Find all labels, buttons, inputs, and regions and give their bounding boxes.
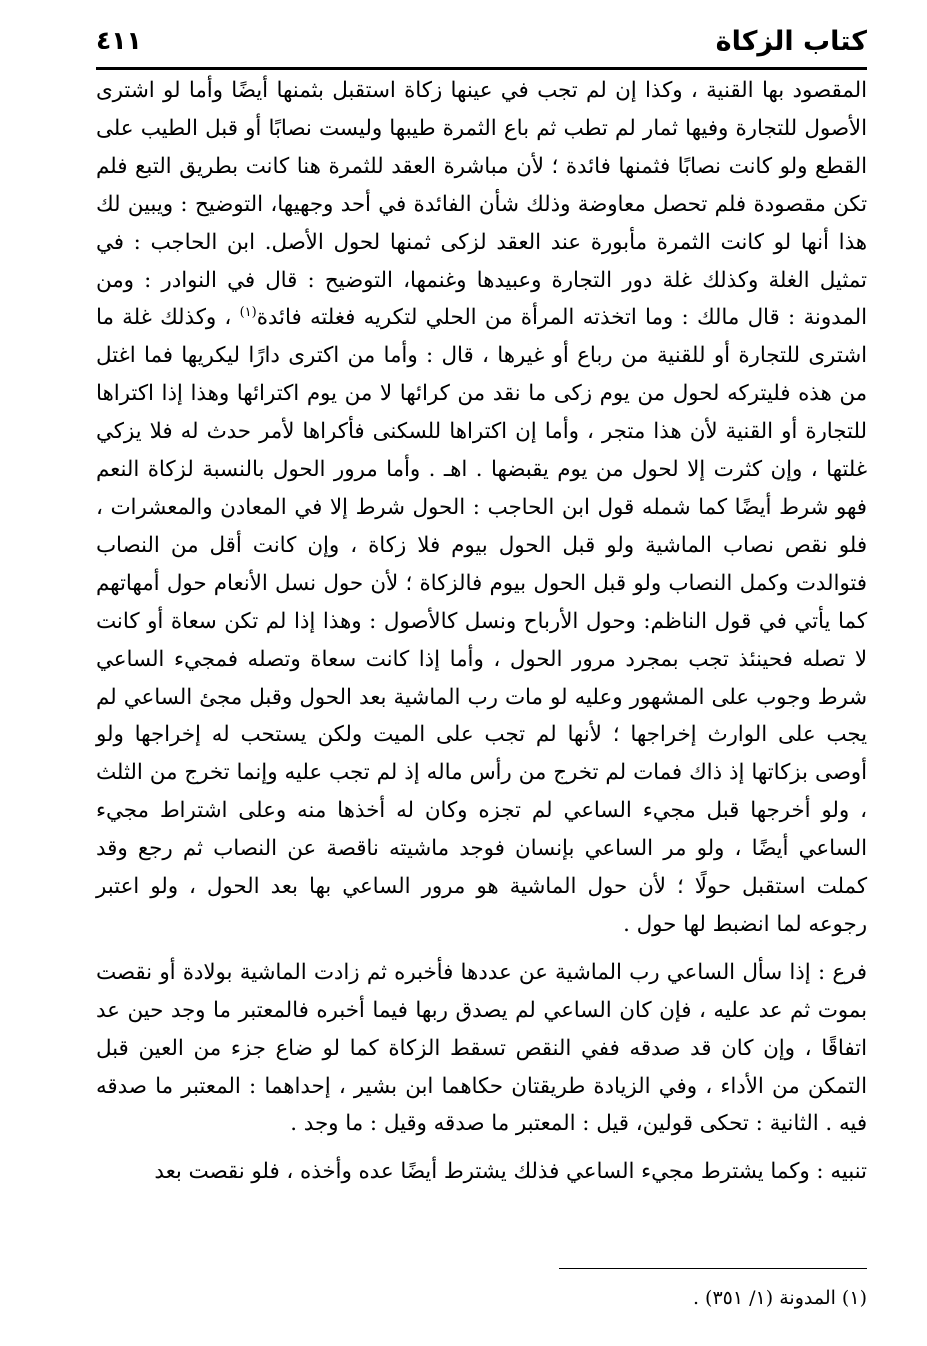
header-divider	[96, 67, 867, 70]
footnote-divider	[559, 1268, 867, 1269]
paragraph-1-part-1: المقصود بها القنية ، وكذا إن لم تجب في عينها زكاة استقبل بثمنها أيضًا وأما لو اشترى الأصول للتجارة وفيها ثمار لم تطب ثم باع الثمرة طيبها وليست نصابًا أو قبل الطيب على القطع ولو كانت نصابًا فثمنها فائدة ؛ لأن مباشرة العقد للثمرة هنا كانت بطريق التبع فلم تكن مقصودة فلم تحصل معاوضة وذلك شأن الفائدة في أحد وجهيها، التوضيح : ويبين لك هذا أنها لو كانت الثمرة مأبورة عند العقد لزكى ثمنها لحول الأصل. ابن الحاجب : في تمثيل الغلة وكذلك غلة دور التجارة وعبيدها وغنمها، التوضيح : قال في النوادر : ومن المدونة : قال مالك : وما اتخذته المرأة من الحلي لتكريه فغلته فائدة	[96, 78, 868, 331]
footnote-marker: (١)	[239, 305, 257, 321]
page-number: ٤١١	[96, 26, 142, 55]
paragraph-2: فرع : إذا سأل الساعي رب الماشية عن عددها فأخبره ثم زادت الماشية بولادة أو نقصت بموت ثم عد عليه ، فإن كان الساعي لم يصدق ربها فيما أخبره فالمعتبر ما وجد حين عد اتفاقًا ، وإن كان قد صدقه ففي النقص تسقط الزكاة كما لو ضاع جزء من العين قبل التمكن من الأداء ، وفي الزيادة طريقتان حكاهما ابن بشير ، إحداهما : المعتبر ما صدقه فيه . الثانية : تحكى قولين، قيل : المعتبر ما صدقه وقيل : ما وجد .	[96, 959, 867, 1137]
paragraph-1-part-2: ، وكذلك غلة ما اشترى للتجارة أو للقنية من رباع أو غيرها ، قال : وأما من اكترى دارًا ليكريها فما اغتل من هذه فليتركه لحول من يوم زكى ما نقد من كرائها لا من يوم اكترائها وهذا إذا اكتراها للتجارة أو القنية لأن هذا متجر ، وأما إن اكتراها للسكنى فأكراها لأمر حدث له فلا يزكي غلتها ، وإن كثرت إلا لحول من يوم يقبضها . اهـ . وأما مرور الحول بالنسبة لزكاة النعم فهو شرط أيضًا كما شمله قول ابن الحاجب : الحول شرط إلا في المعادن والمعشرات ، فلو نقص نصاب الماشية ولو قبل الحول بيوم فلا زكاة ، وإن كانت أقل من النصاب فتوالدت وكمل النصاب ولو قبل الحول بيوم فالزكاة ؛ لأن حول نسل الأنعام حول أمهاتهم كما يأتي في قول الناظم: وحول الأرباح ونسل كالأصول : وهذا إذا لم تكن سعاة أو كانت لا تصله فحينئذ تجب بمجرد مرور الحول ، وأما إذا كانت سعاة وتصله فمجيء الساعي شرط وجوب على المشهور وعليه لو مات رب الماشية بعد الحول وقبل مجئ الساعي لم يجب على الوارث إخراجها ؛ لأنها لم تجب على الميت ولكن يستحب له إخراجها ولو أوصى بزكاتها إذ ذاك فمات لم تخرج من رأس ماله إذ لم تجب عليه وإنما تخرج من الثلث ، ولو أخرجها قبل مجيء الساعي لم تجزه وكان له أخذها منه وعلى اشتراط مجيء الساعي أيضًا ، ولو مر الساعي بإنسان فوجد ماشيته ناقصة عن النصاب ثم رجع وقد كملت استقبل حولًا ؛ لأن حول الماشية هو مرور الساعي بها بعد الحول ، ولو اعتبر رجوعه لما انضبط لها حول .	[96, 305, 867, 937]
main-text	[96, 72, 867, 1191]
footnote: (١) المدونة (١/ ٣٥١) .	[692, 1287, 867, 1309]
page-header	[96, 22, 867, 68]
paragraph-3: تنبيه : وكما يشترط مجيء الساعي فذلك يشترط أيضًا عده وأخذه ، فلو نقصت بعد	[154, 1159, 867, 1185]
running-title: كتاب الزكاة	[715, 26, 867, 57]
paragraph-1	[96, 72, 867, 944]
